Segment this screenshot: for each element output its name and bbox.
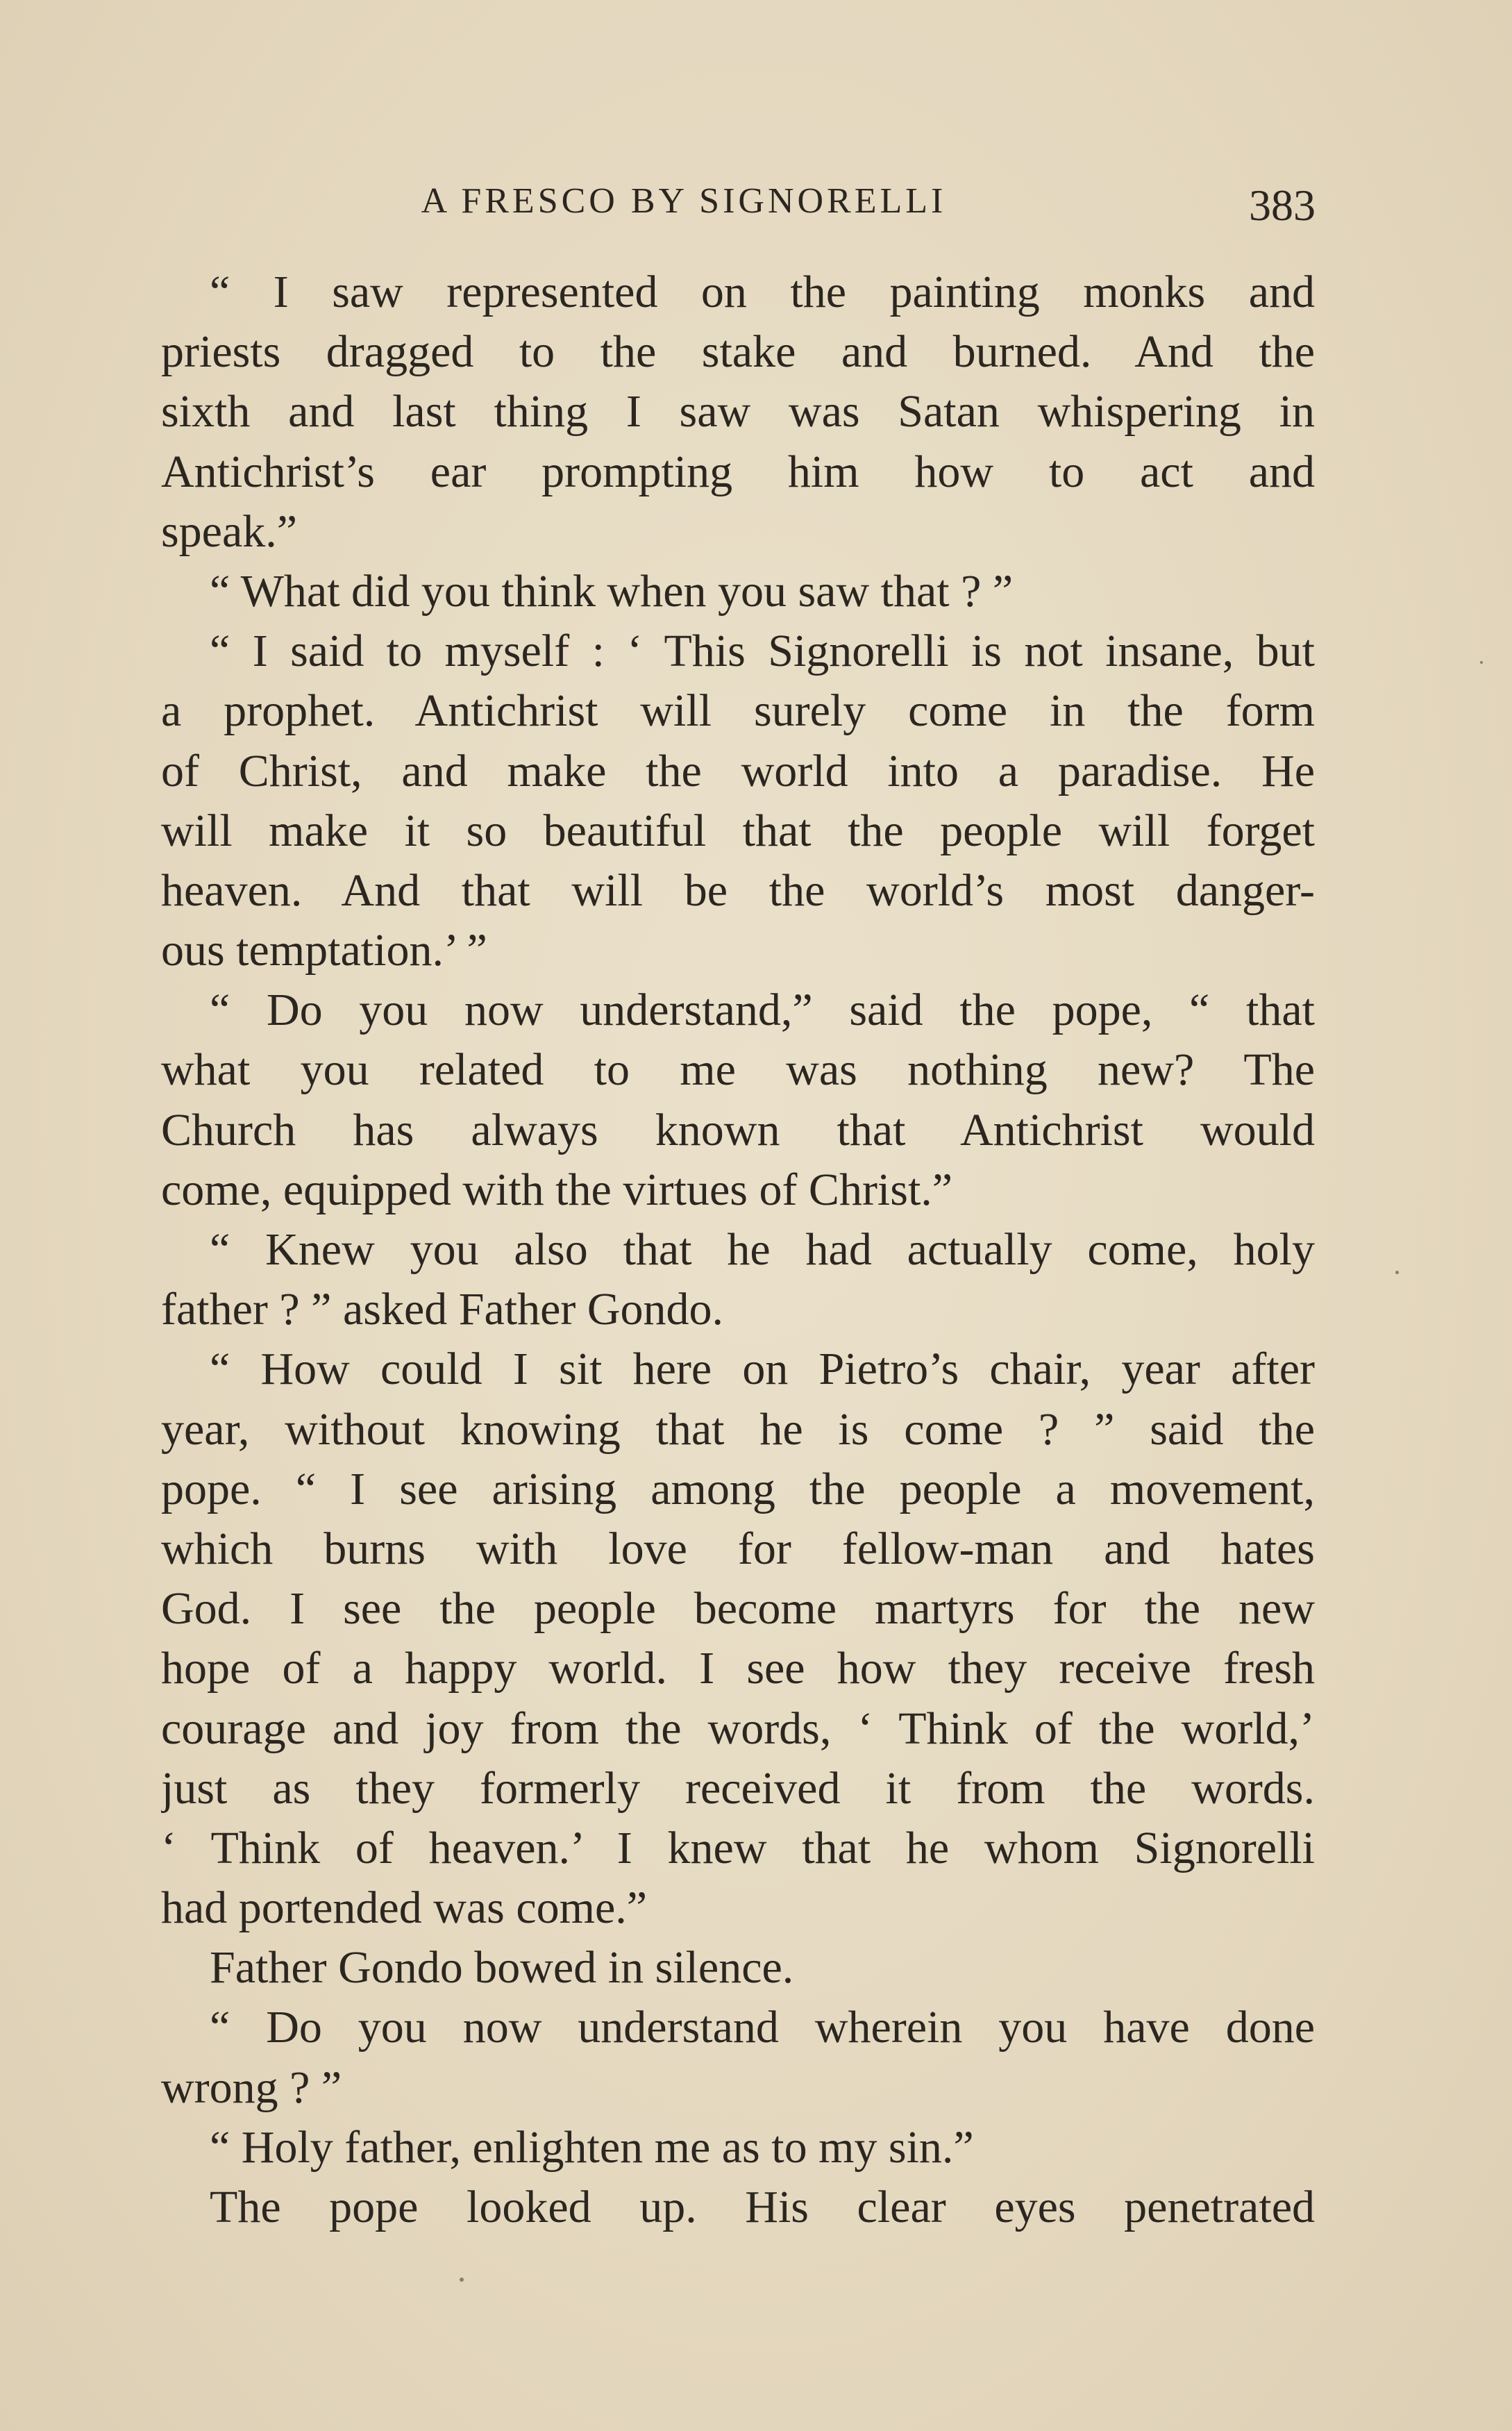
text-line: “ I saw represented on the painting monks and: [210, 267, 1315, 317]
text-line: what you related to me was nothing new? The: [161, 1044, 1315, 1096]
paper-speck: [1395, 1271, 1399, 1274]
text-line: God. I see the people become martyrs for the new: [161, 1583, 1315, 1635]
text-line: ‘ Think of heaven.’ I knew that he whom Signorelli: [161, 1822, 1315, 1873]
text-line: “ How could I sit here on Pietro’s chair, year after: [210, 1344, 1315, 1395]
text-line: “ Do you now understand,” said the pope, “ that: [210, 985, 1315, 1036]
text-line: just as they formerly received it from the words.: [161, 1762, 1315, 1814]
running-head: [160, 174, 1316, 229]
page-number: 383: [1249, 181, 1316, 230]
text-line: a prophet. Antichrist will surely come in the form: [161, 685, 1315, 737]
body-text: [161, 262, 1315, 2237]
text-line: Antichrist’s ear prompting him how to act and: [161, 446, 1315, 497]
text-line: “ Holy father, enlighten me as to my sin.”: [210, 2121, 974, 2173]
text-line: will make it so beautiful that the people will forget: [161, 805, 1315, 856]
text-line: “ I said to myself : ‘ This Signorelli is not insane, but: [210, 626, 1315, 677]
text-line: speak.”: [161, 506, 298, 557]
text-line: priests dragged to the stake and burned. And the: [161, 326, 1315, 378]
text-line: ous temptation.’ ”: [161, 925, 487, 976]
text-line: Father Gondo bowed in silence.: [210, 1942, 794, 1994]
text-line: father ? ” asked Father Gondo.: [161, 1284, 724, 1335]
text-line: sixth and last thing I saw was Satan whispering in: [161, 386, 1315, 437]
text-line: The pope looked up. His clear eyes penetrated: [210, 2182, 1315, 2232]
text-line: of Christ, and make the world into a paradise. He: [161, 745, 1315, 796]
text-line: come, equipped with the virtues of Christ.”: [161, 1164, 953, 1215]
running-title: A FRESCO BY SIGNORELLI: [421, 181, 947, 221]
text-line: courage and joy from the words, ‘ Think of the world,’: [161, 1703, 1315, 1754]
text-line: heaven. And that will be the world’s most danger-: [161, 864, 1315, 916]
text-line: hope of a happy world. I see how they receive fresh: [161, 1643, 1315, 1694]
text-line: wrong ? ”: [161, 2062, 342, 2113]
text-line: “ What did you think when you saw that ? ”: [210, 565, 1014, 617]
text-line: had portended was come.”: [161, 1882, 648, 1934]
text-line: Church has always known that Antichrist would: [161, 1104, 1315, 1155]
paper-speck: [460, 2278, 464, 2282]
paper-speck: [1480, 661, 1483, 664]
text-line: which burns with love for fellow-man and hates: [161, 1523, 1315, 1574]
text-line: pope. “ I see arising among the people a movement,: [161, 1463, 1315, 1514]
text-line: “ Do you now understand wherein you have done: [210, 2002, 1315, 2053]
text-line: year, without knowing that he is come ? ” said the: [161, 1403, 1315, 1455]
text-line: “ Knew you also that he had actually come, holy: [210, 1224, 1315, 1275]
